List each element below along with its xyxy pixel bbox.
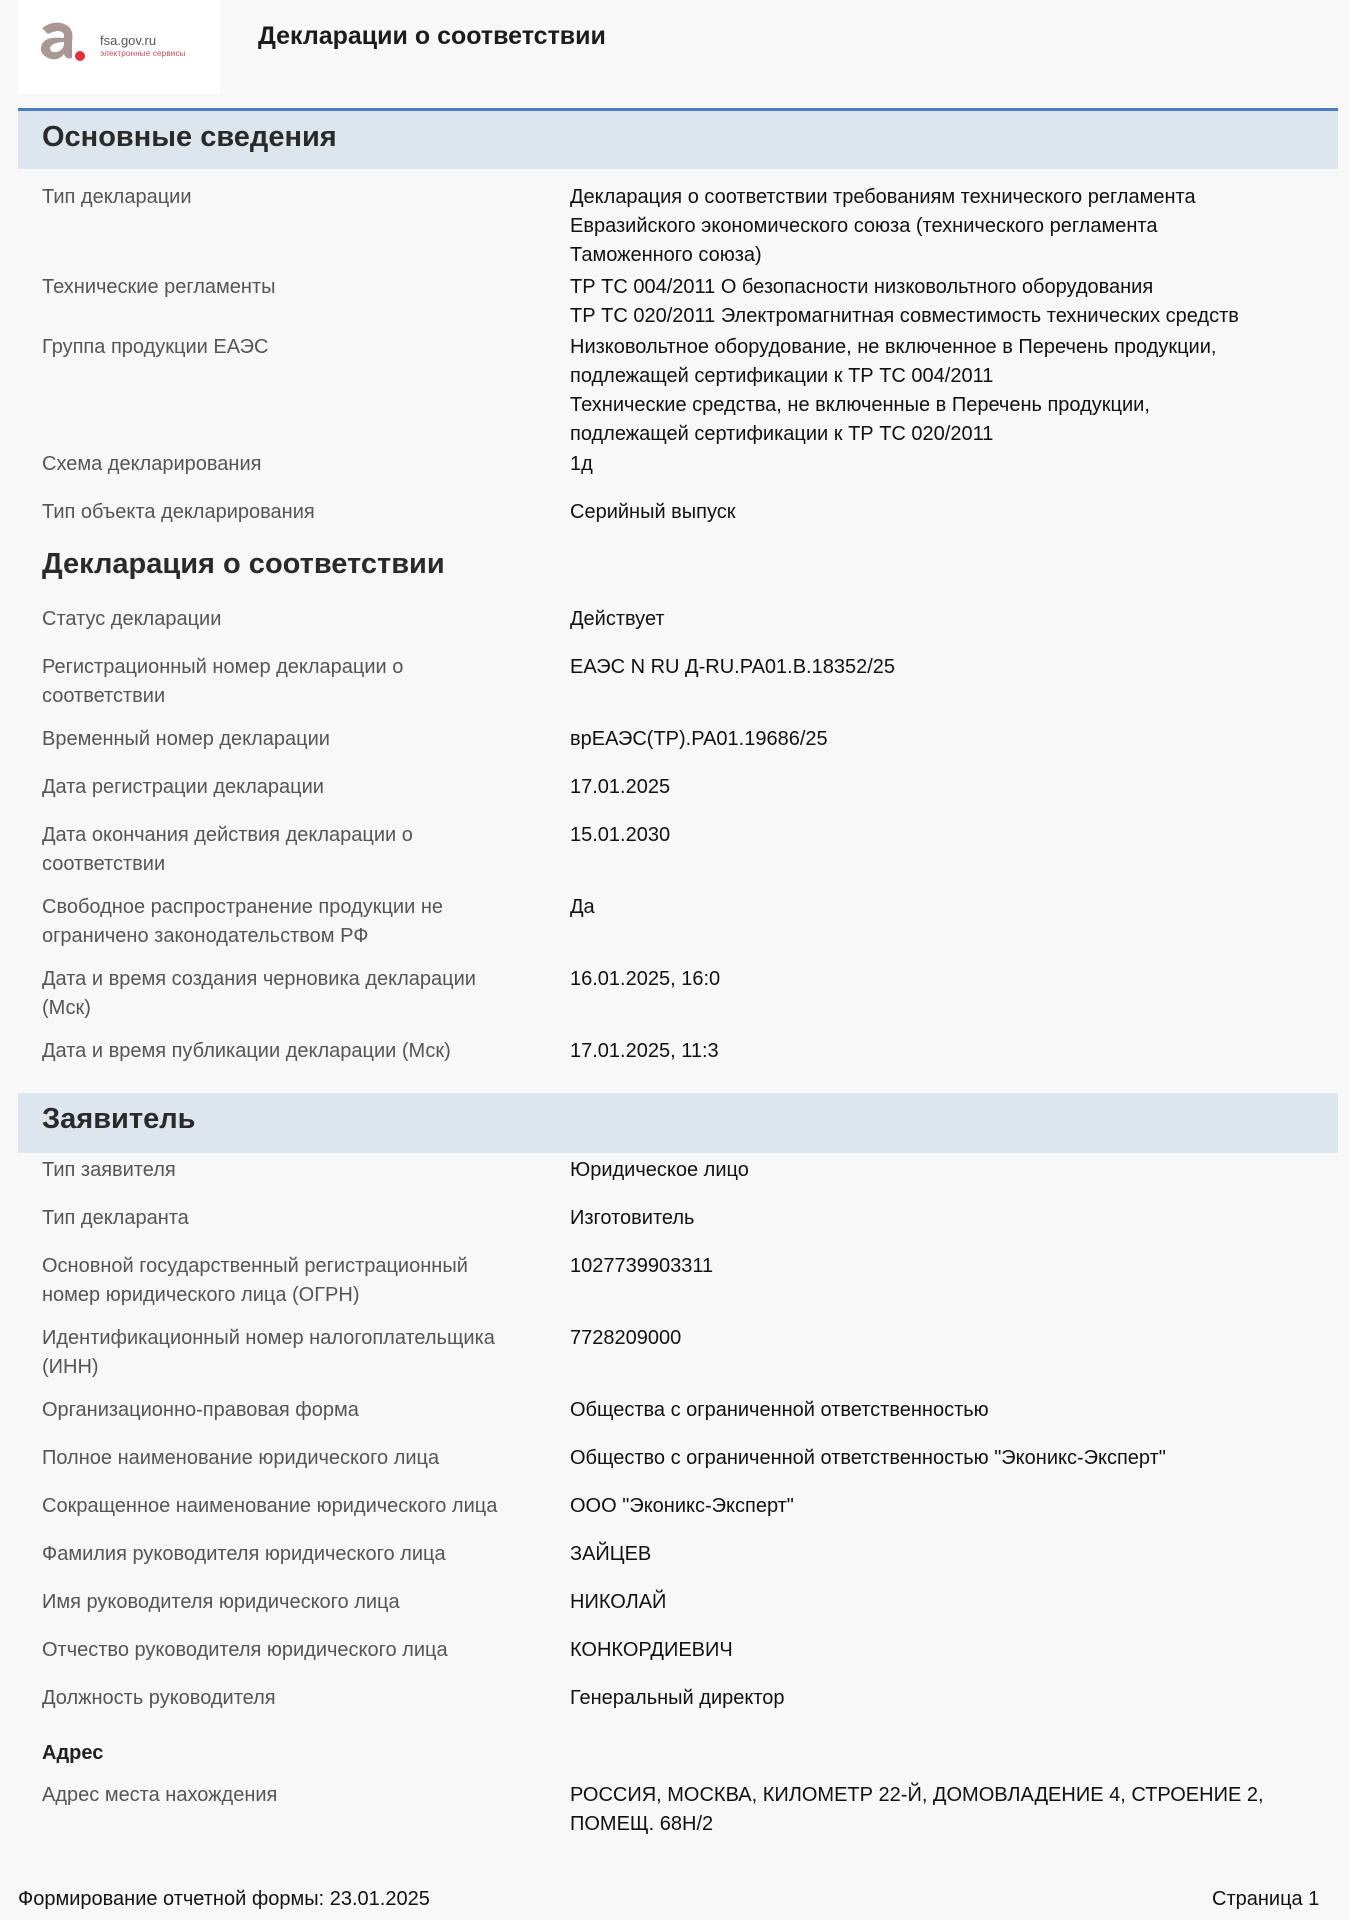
field-value: [570, 333, 1340, 449]
field-label: Группа продукции ЕАЭС: [42, 336, 269, 358]
field-value: 17.01.2025: [570, 776, 671, 798]
logo-subtext: электронные сервисы: [100, 49, 186, 58]
field-label: [42, 1444, 552, 1473]
value-line: ТР ТС 004/2011 О безопасности низковольтного оборудования: [570, 276, 1154, 298]
page-number: Страница 1: [1212, 1888, 1320, 1910]
label-line: Временный номер декларации: [42, 728, 330, 750]
field-value: [570, 498, 1340, 527]
field-value: ЗАЙЦЕВ: [570, 1543, 652, 1565]
section-basic-title: Основные сведения: [42, 121, 337, 153]
value-line: подлежащей сертификации к ТР ТС 020/2011: [570, 423, 994, 445]
label-line: соответствии: [42, 685, 166, 707]
field-value: НИКОЛАЙ: [570, 1591, 667, 1613]
field-label: [42, 1684, 552, 1713]
label-line: Сокращенное наименование юридического лица: [42, 1495, 498, 1517]
field-value: ЕАЭС N RU Д-RU.PA01.B.18352/25: [570, 656, 896, 678]
page-title: Декларации о соответствии: [258, 22, 606, 50]
value-line: Низковольтное оборудование, не включенное в Перечень продукции,: [570, 336, 1217, 358]
field-value: [570, 183, 1340, 270]
value-line: ПОМЕЩ. 68Н/2: [570, 1813, 714, 1835]
label-line: Дата и время создания черновика декларации: [42, 968, 476, 990]
value-line: Серийный выпуск: [570, 501, 736, 523]
label-line: Дата окончания действия декларации о: [42, 824, 413, 846]
section-applicant-header: [18, 1093, 1338, 1153]
label-line: соответствии: [42, 853, 166, 875]
label-line: Дата и время публикации декларации (Мск): [42, 1040, 451, 1062]
label-line: Тип заявителя: [42, 1159, 176, 1181]
label-line: (Мск): [42, 997, 91, 1019]
field-value: 15.01.2030: [570, 824, 671, 846]
page-header: [18, 0, 1338, 110]
field-label: [42, 653, 552, 711]
field-value: [570, 273, 1340, 331]
label-line: Организационно-правовая форма: [42, 1399, 359, 1421]
value-line: ТР ТС 020/2011 Электромагнитная совместимость технических средств: [570, 305, 1239, 327]
label-line: Должность руководителя: [42, 1687, 276, 1709]
value-line: Таможенного союза): [570, 244, 762, 266]
field-value: Общество с ограниченной ответственностью "Эконикс-Эксперт": [570, 1447, 1166, 1469]
value-line: Декларация о соответствии требованиям технического регламента: [570, 186, 1196, 208]
value-line: РОССИЯ, МОСКВА, КИЛОМЕТР 22-Й, ДОМОВЛАДЕНИЕ 4, СТРОЕНИЕ 2,: [570, 1784, 1264, 1806]
value-line: подлежащей сертификации к ТР ТС 004/2011: [570, 365, 994, 387]
field-value: ООО "Эконикс-Эксперт": [570, 1495, 794, 1517]
field-label: Схема декларирования: [42, 453, 262, 475]
label-line: Отчество руководителя юридического лица: [42, 1639, 448, 1661]
field-label: [42, 1037, 552, 1066]
value-line: Технические средства, не включенные в Перечень продукции,: [570, 394, 1150, 416]
field-label: Технические регламенты: [42, 276, 276, 298]
field-label: [42, 1204, 552, 1233]
label-line: Дата регистрации декларации: [42, 776, 324, 798]
field-value: 1027739903311: [570, 1255, 714, 1277]
field-label: [42, 1156, 552, 1185]
label-line: Статус декларации: [42, 608, 222, 630]
field-value: Изготовитель: [570, 1207, 695, 1229]
field-value: 17.01.2025, 11:3: [570, 1040, 719, 1062]
field-label: [42, 1492, 552, 1521]
label-line: Имя руководителя юридического лица: [42, 1591, 400, 1613]
field-label: [42, 725, 552, 754]
field-value: Общества с ограниченной ответственностью: [570, 1399, 989, 1421]
field-value: Генеральный директор: [570, 1687, 785, 1709]
field-label: [42, 605, 552, 634]
field-label: Адрес места нахождения: [42, 1784, 278, 1806]
field-value: Да: [570, 896, 595, 918]
field-label: [42, 821, 552, 879]
field-label: [42, 965, 552, 1023]
label-line: Регистрационный номер декларации о: [42, 656, 404, 678]
label-line: Идентификационный номер налогоплательщика: [42, 1327, 495, 1349]
section-declaration-title: Декларация о соответствии: [42, 548, 445, 580]
label-line: номер юридического лица (ОГРН): [42, 1284, 360, 1306]
value-line: Евразийского экономического союза (технического регламента: [570, 215, 1158, 237]
label-line: (ИНН): [42, 1356, 99, 1378]
field-label: [42, 773, 552, 802]
label-line: Тип декларанта: [42, 1207, 189, 1229]
label-line: Фамилия руководителя юридического лица: [42, 1543, 446, 1565]
field-label: [42, 1324, 552, 1382]
field-label: [42, 1636, 552, 1665]
label-line: Основной государственный регистрационный: [42, 1255, 468, 1277]
address-subheading: Адрес: [42, 1742, 104, 1764]
label-line: Полное наименование юридического лица: [42, 1447, 440, 1469]
report-date: Формирование отчетной формы: 23.01.2025: [18, 1888, 430, 1910]
fsa-logo-icon: [36, 18, 86, 68]
field-value: врЕАЭС(ТР).PA01.19686/25: [570, 728, 828, 750]
field-value: 16.01.2025, 16:0: [570, 968, 721, 990]
field-value: 7728209000: [570, 1327, 682, 1349]
field-label: [42, 1540, 552, 1569]
field-label: Тип декларации: [42, 186, 192, 208]
label-line: ограничено законодательством РФ: [42, 925, 369, 947]
field-value: Действует: [570, 608, 665, 630]
section-applicant-title: Заявитель: [42, 1103, 196, 1135]
field-value: КОНКОРДИЕВИЧ: [570, 1639, 733, 1661]
field-label: [42, 1252, 552, 1310]
field-label: Тип объекта декларирования: [42, 501, 315, 523]
field-value: [570, 1781, 1340, 1839]
field-label: [42, 1396, 552, 1425]
section-basic-header: [18, 108, 1338, 169]
field-label: [42, 893, 552, 951]
label-line: Свободное распространение продукции не: [42, 896, 443, 918]
value-line: 1д: [570, 453, 593, 475]
logo-text: fsa.gov.ru: [100, 33, 157, 48]
field-value: [570, 450, 1340, 479]
field-value: Юридическое лицо: [570, 1159, 749, 1181]
fsa-logo[interactable]: [18, 0, 220, 94]
field-label: [42, 1588, 552, 1617]
